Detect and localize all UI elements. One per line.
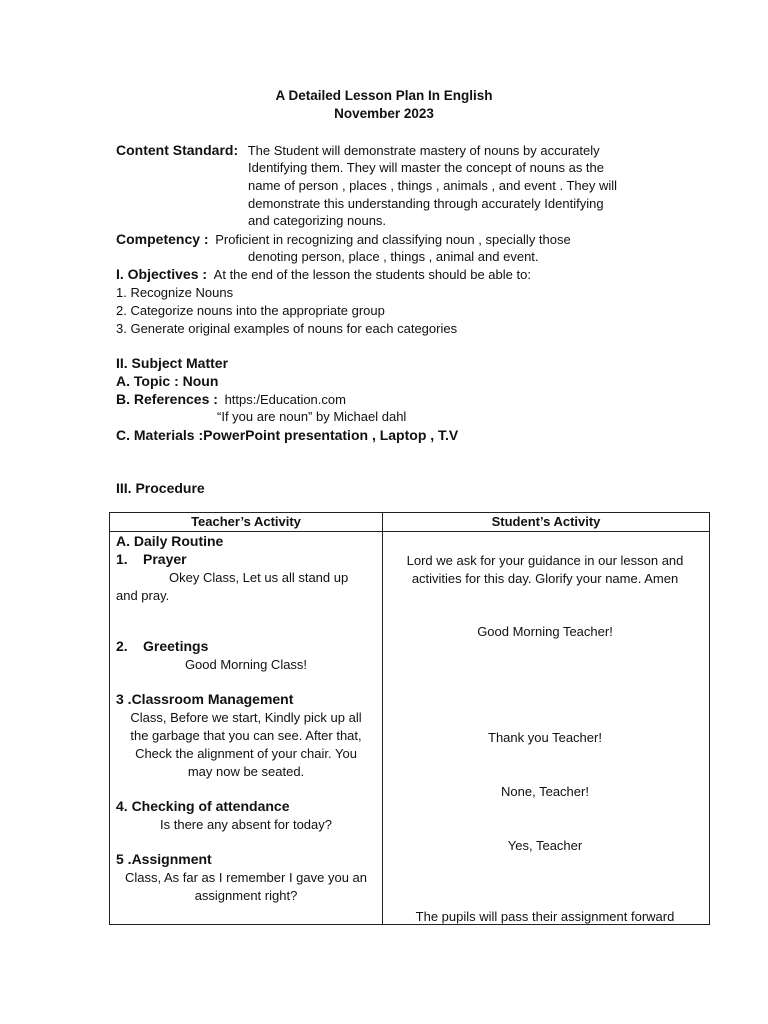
- student-thanks: Thank you Teacher!: [488, 730, 602, 745]
- content-standard-line-4: demonstrate this understanding through accurately Identifying: [248, 196, 604, 211]
- document-title: A Detailed Lesson Plan In English: [275, 88, 493, 103]
- table-header-row: [110, 513, 710, 532]
- objective-item-3: 3. Generate original examples of nouns for each categories: [116, 321, 458, 336]
- assignment-line-1: Class, As far as I remember I gave you an: [124, 870, 368, 885]
- teacher-activity-header: Teacher’s Activity: [110, 513, 383, 532]
- greetings-heading: Greetings: [143, 638, 209, 654]
- subject-matter-heading: II. Subject Matter: [116, 355, 229, 371]
- procedure-table: [109, 512, 710, 925]
- student-pass-assignment: The pupils will pass their assignment forward: [415, 909, 675, 924]
- content-standard-row: [116, 142, 600, 158]
- classroom-management-heading: 3 .Classroom Management: [116, 691, 294, 707]
- attendance-heading: 4. Checking of attendance: [116, 798, 290, 814]
- content-standard-line-5: and categorizing nouns.: [248, 213, 387, 228]
- greetings-text: Good Morning Class!: [184, 657, 308, 672]
- prayer-text-1: Okey Class, Let us all stand up: [169, 570, 349, 585]
- student-activity-cell: [383, 532, 710, 925]
- student-prayer-line-2: activities for this day. Glorify your name. Amen: [411, 571, 679, 586]
- prayer-heading: Prayer: [143, 551, 187, 567]
- student-greeting: Good Morning Teacher!: [477, 624, 613, 639]
- topic-line: A. Topic : Noun: [116, 373, 219, 389]
- student-yes: Yes, Teacher: [507, 838, 583, 853]
- management-line-2: the garbage that you can see. After that,: [130, 728, 362, 743]
- content-standard-line-1: The Student will demonstrate mastery of nouns by accurately: [247, 143, 600, 158]
- references-row: [116, 391, 346, 407]
- competency-row: [116, 231, 571, 247]
- management-line-4: may now be seated.: [187, 764, 305, 779]
- attendance-text: Is there any absent for today?: [160, 817, 332, 832]
- objectives-intro: At the end of the lesson the students should be able to:: [213, 267, 531, 282]
- student-activity-header: Student’s Activity: [383, 513, 710, 532]
- assignment-line-2: assignment right?: [194, 888, 298, 903]
- table-row: [110, 532, 710, 925]
- content-standard-line-2: Identifying them. They will master the concept of nouns as the: [248, 160, 605, 175]
- management-line-3: Check the alignment of your chair. You: [135, 746, 357, 761]
- materials-line: C. Materials :PowerPoint presentation , Laptop , T.V: [116, 427, 459, 443]
- daily-routine-heading: A. Daily Routine: [116, 533, 224, 549]
- prayer-text-2: and pray.: [116, 588, 170, 603]
- reference-1: https:/Education.com: [224, 392, 346, 407]
- objectives-label: I. Objectives :: [116, 266, 208, 282]
- objective-item-2: 2. Categorize nouns into the appropriate group: [116, 303, 385, 318]
- greetings-number: 2.: [116, 638, 128, 654]
- management-line-1: Class, Before we start, Kindly pick up all: [130, 710, 362, 725]
- content-standard-label: Content Standard:: [116, 142, 239, 158]
- competency-line-1: Proficient in recognizing and classifying noun , specially those: [215, 232, 571, 247]
- competency-line-2: denoting person, place , things , animal and event.: [248, 249, 539, 264]
- student-prayer-line-1: Lord we ask for your guidance in our lesson and: [406, 553, 684, 568]
- teacher-activity-cell: [110, 532, 383, 925]
- assignment-heading: 5 .Assignment: [116, 851, 212, 867]
- content-standard-line-3: name of person , places , things , animals , and event . They will: [248, 178, 618, 193]
- procedure-heading: III. Procedure: [116, 480, 205, 496]
- objectives-row: [116, 266, 531, 282]
- objective-item-1: 1. Recognize Nouns: [116, 285, 234, 300]
- reference-2: “If you are noun” by Michael dahl: [217, 409, 407, 424]
- student-none: None, Teacher!: [501, 784, 589, 799]
- prayer-number: 1.: [116, 551, 128, 567]
- references-label: B. References :: [116, 391, 218, 407]
- competency-label: Competency :: [116, 231, 209, 247]
- document-date: November 2023: [334, 106, 434, 121]
